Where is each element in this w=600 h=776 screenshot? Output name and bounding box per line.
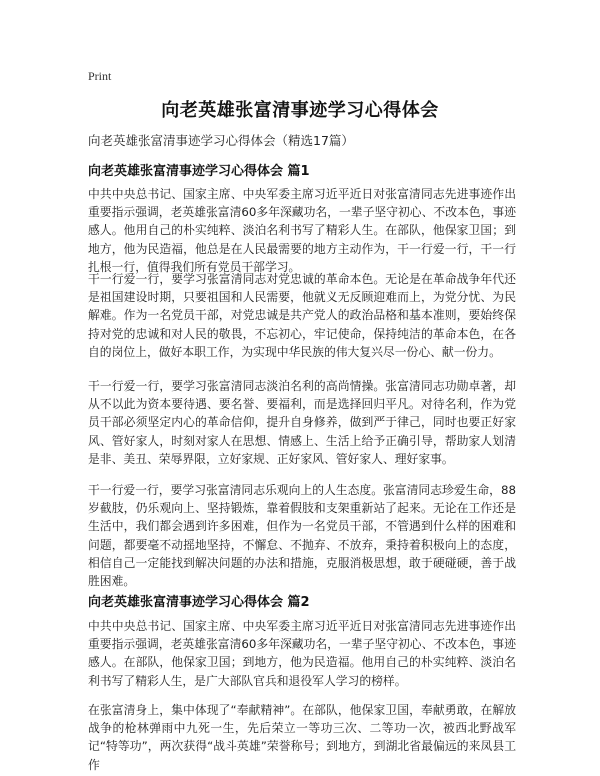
paragraph: 干一行爱一行，要学习张富清同志乐观向上的人生态度。张富清同志珍爱生命，88岁截肢，仍乐观向上、坚持锻炼，靠着假肢和支架重新站了起来。无论在工作还是生活中，我们都会遇到许多困难，但作为一名党员干部，不管遇到什么样的困难和问题，都要毫不动摇地坚持，不懈怠、不抛弃、不放弃，秉持着积极向上的态度，相信自己一定能找到解决问题的办法和措施，克服消极思想，敢于硬碰硬，善于战胜困难。 <box>88 483 516 589</box>
section-heading-2: 向老英雄张富清事迹学习心得体会 篇2 <box>88 595 310 610</box>
print-link[interactable]: Print <box>88 69 112 83</box>
document-subtitle: 向老英雄张富清事迹学习心得体会（精选17篇） <box>88 133 354 148</box>
paragraph: 干一行爱一行，要学习张富清同志对党忠诚的革命本色。无论是在革命战争年代还是祖国建设时期，只要祖国和人民需要，他就义无反顾迎难而上，为党分忧、为民解难。作为一名党员干部，对党忠诚是共产党人的政治品格和基本准则，要始终保持对党的忠诚和对人民的敬畏，不忘初心，牢记使命，保持纯洁的革命本色，在各自的岗位上，做好本职工作，为实现中华民族的伟大复兴尽一份心、献一份力。 <box>88 272 516 359</box>
paragraph: 在张富清身上，集中体现了“奉献精神”。在部队，他保家卫国，奉献勇敢，在解放战争的枪林弹雨中九死一生，先后荣立一等功三次、二等功一次，被西北野战军记“特等功”，两次获得“战斗英雄”荣誉称号；到地方，到湖北省最偏远的来凤县工作 <box>88 703 516 772</box>
section-heading-1: 向老英雄张富清事迹学习心得体会 篇1 <box>88 164 310 179</box>
paragraph: 中共中央总书记、国家主席、中央军委主席习近平近日对张富清同志先进事迹作出重要指示强调，老英雄张富清60多年深藏功名，一辈子坚守初心、不改本色，事迹感人。他用自己的朴实纯粹、淡泊名利书写了精彩人生。在部队，他保家卫国；到地方，他为民造福，他总是在人民最需要的地方主动作为，干一行爱一行，干一行扎根一行，值得我们所有党员干部学习。 <box>88 187 516 274</box>
paragraph: 中共中央总书记、国家主席、中央军委主席习近平近日对张富清同志先进事迹作出重要指示强调，老英雄张富清60多年深藏功名，一辈子坚守初心、不改本色，事迹感人。在部队，他保家卫国；到地方，他为民造福。他用自己的朴实纯粹、淡泊名利书写了精彩人生，是广大部队官兵和退役军人学习的榜样。 <box>88 619 516 688</box>
page-title: 向老英雄张富清事迹学习心得体会 <box>161 100 439 121</box>
paragraph: 干一行爱一行，要学习张富清同志淡泊名利的高尚情操。张富清同志功勋卓著，却从不以此为资本要待遇、要名誉、要福利，而是选择回归平凡。对待名利，作为党员干部必须坚定内心的革命信仰，提升自身修养，做到严于律己，同时也要正好家风、管好家人，时刻对家人在思想、情感上、生活上给予正确引导，帮助家人划清是非、美丑、荣辱界限，立好家规、正好家风、管好家人、理好家事。 <box>88 379 516 466</box>
